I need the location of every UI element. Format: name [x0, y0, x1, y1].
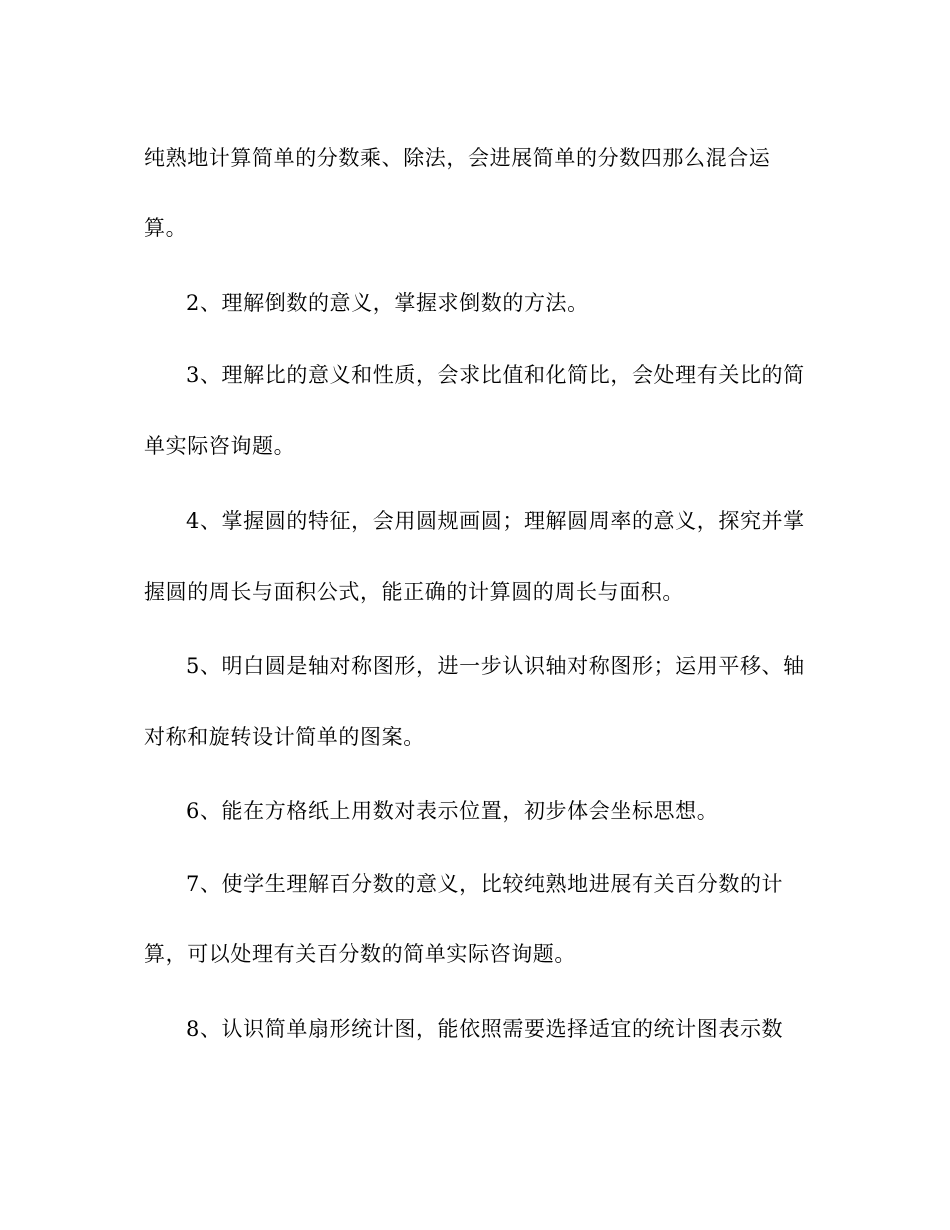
item-7-line-2: 算，可以处理有关百分数的简单实际咨询题。 — [144, 942, 576, 966]
text-line-1: 纯熟地计算简单的分数乘、除法，会进展简单的分数四那么混合运 — [144, 146, 771, 170]
item-3-line-2: 单实际咨询题。 — [144, 434, 296, 458]
item-5-line-2: 对称和旋转设计简单的图案。 — [144, 725, 425, 749]
item-2-line-1: 2、理解倒数的意义，掌握求倒数的方法。 — [186, 291, 589, 315]
item-3-line-1: 3、理解比的意义和性质，会求比值和化简比，会处理有关比的简 — [186, 363, 805, 387]
item-6-line-1: 6、能在方格纸上用数对表示位置，初步体会坐标思想。 — [186, 799, 719, 823]
item-5-line-1: 5、明白圆是轴对称图形，进一步认识轴对称图形；运用平移、轴 — [186, 654, 805, 678]
item-4-line-1: 4、掌握圆的特征，会用圆规画圆；理解圆周率的意义，探究并掌 — [186, 509, 805, 533]
item-8-line-1: 8、认识简单扇形统计图，能依照需要选择适宜的统计图表示数 — [186, 1017, 784, 1041]
item-4-line-2: 握圆的周长与面积公式，能正确的计算圆的周长与面积。 — [144, 580, 684, 604]
text-line-2: 算。 — [144, 216, 188, 240]
item-7-line-1: 7、使学生理解百分数的意义，比较纯熟地进展有关百分数的计 — [186, 872, 784, 896]
